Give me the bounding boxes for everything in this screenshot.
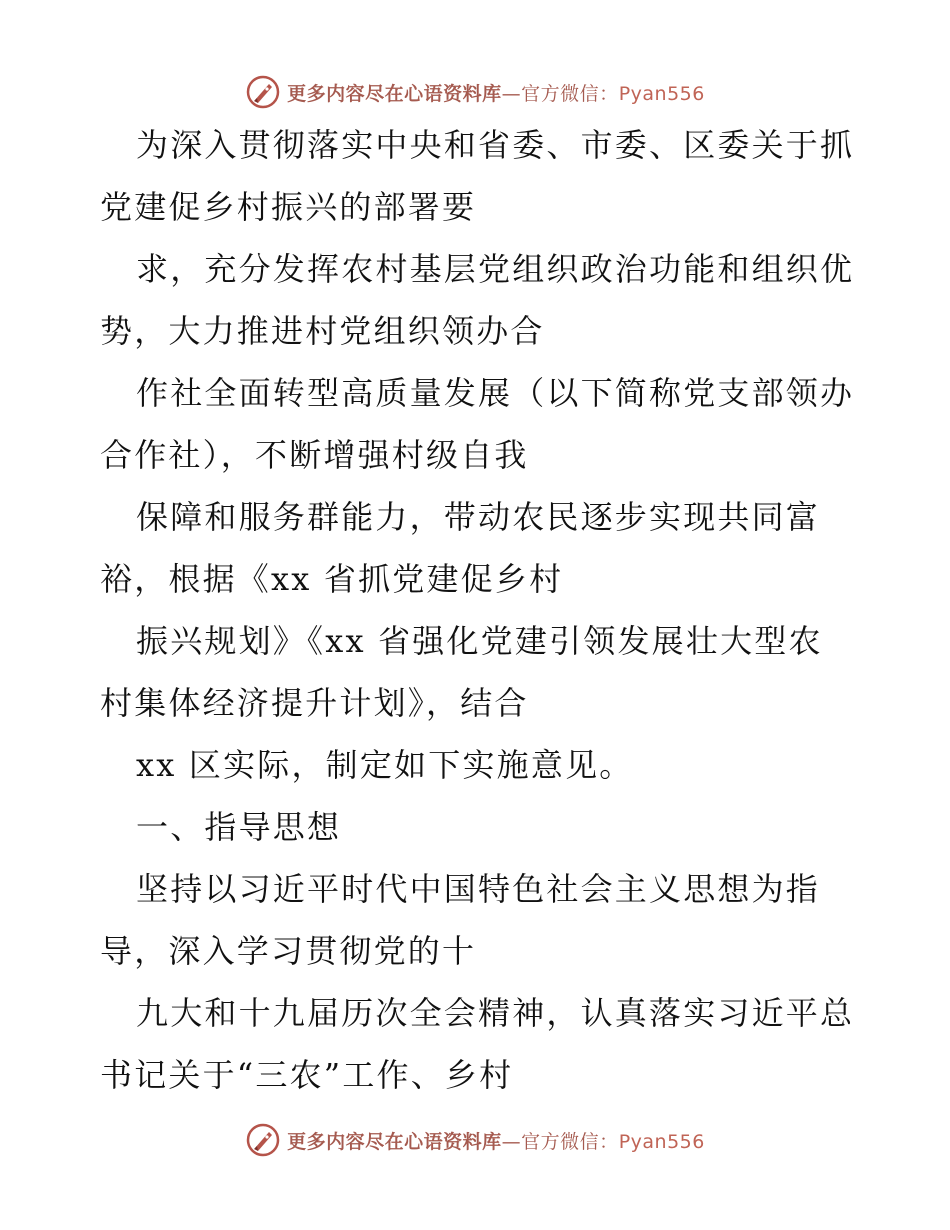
body-line: 作社全面转型高质量发展（以下简称党支部领办 bbox=[136, 374, 855, 412]
header-watermark-text bbox=[287, 79, 705, 106]
footer-brand-text: 更多内容尽在心语资料库 bbox=[287, 1130, 502, 1153]
body-line: 振兴规划》《xx 省强化党建引领发展壮大型农 bbox=[136, 622, 823, 660]
footer-wechat-id: Pyan556 bbox=[618, 1130, 705, 1153]
body-line: 裕，根据《xx 省抓党建促乡村 bbox=[100, 560, 564, 598]
body-line: 书记关于“三农”工作、乡村 bbox=[100, 1056, 514, 1094]
body-line: 合作社），不断增强村级自我 bbox=[100, 436, 529, 474]
body-line: 坚持以习近平时代中国特色社会主义思想为指 bbox=[136, 870, 821, 908]
footer-watermark bbox=[0, 1118, 950, 1162]
body-line: 保障和服务群能力，带动农民逐步实现共同富 bbox=[136, 498, 821, 536]
pen-nib-logo-icon bbox=[245, 1122, 281, 1158]
body-line: 党建促乡村振兴的部署要 bbox=[100, 188, 477, 226]
body-line: xx 区实际，制定如下实施意见。 bbox=[136, 746, 634, 784]
body-line: 九大和十九届历次全会精神，认真落实习近平总 bbox=[136, 994, 855, 1032]
body-line: 求，充分发挥农村基层党组织政治功能和组织优 bbox=[136, 250, 855, 288]
body-line: 村集体经济提升计划》，结合 bbox=[100, 684, 529, 722]
body-line: 为深入贯彻落实中央和省委、市委、区委关于抓 bbox=[136, 126, 855, 164]
footer-watermark-text bbox=[287, 1127, 705, 1154]
body-line: 势，大力推进村党组织领办合 bbox=[100, 312, 545, 350]
section-heading: 一、指导思想 bbox=[136, 808, 342, 846]
pen-nib-logo-icon bbox=[245, 74, 281, 110]
header-wechat-label: —官方微信： bbox=[501, 82, 619, 105]
footer-wechat-label: —官方微信： bbox=[501, 1130, 619, 1153]
header-wechat-id: Pyan556 bbox=[618, 82, 705, 105]
body-line: 导，深入学习贯彻党的十 bbox=[100, 932, 477, 970]
header-brand-text: 更多内容尽在心语资料库 bbox=[287, 82, 502, 105]
header-watermark bbox=[0, 70, 950, 114]
